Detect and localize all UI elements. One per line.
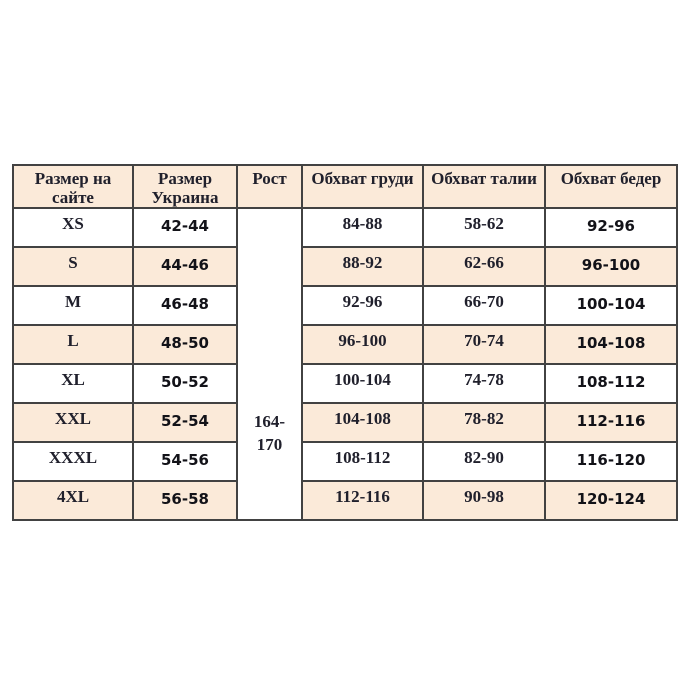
chest-cell: 100-104 — [302, 364, 423, 403]
header-size-ukraine: Размер Украина — [133, 165, 237, 208]
hips-cell: 104-108 — [545, 325, 677, 364]
table-row-xxl — [13, 403, 677, 442]
size-chart-container — [12, 164, 678, 521]
header-chest: Обхват груди — [302, 165, 423, 208]
waist-cell: 58-62 — [423, 208, 545, 247]
chest-cell: 96-100 — [302, 325, 423, 364]
waist-cell: 90-98 — [423, 481, 545, 520]
height-value — [238, 411, 301, 457]
header-height: Рост — [237, 165, 302, 208]
table-row-l — [13, 325, 677, 364]
size-site-cell: S — [13, 247, 133, 286]
size-site-cell: L — [13, 325, 133, 364]
hips-cell: 96-100 — [545, 247, 677, 286]
chest-cell: 92-96 — [302, 286, 423, 325]
height-value-line1: 164- — [253, 411, 286, 431]
waist-cell: 82-90 — [423, 442, 545, 481]
size-ukraine-cell: 44-46 — [133, 247, 237, 286]
waist-cell: 74-78 — [423, 364, 545, 403]
hips-cell: 120-124 — [545, 481, 677, 520]
header-size-site: Размер на сайте — [13, 165, 133, 208]
chest-cell: 84-88 — [302, 208, 423, 247]
size-ukraine-cell: 52-54 — [133, 403, 237, 442]
header-waist: Обхват талии — [423, 165, 545, 208]
chest-cell: 112-116 — [302, 481, 423, 520]
height-cell — [237, 208, 302, 520]
waist-cell: 70-74 — [423, 325, 545, 364]
table-row-xxxl — [13, 442, 677, 481]
size-site-cell: 4XL — [13, 481, 133, 520]
size-ukraine-cell: 54-56 — [133, 442, 237, 481]
size-chart-table — [12, 164, 678, 521]
table-row-4xl — [13, 481, 677, 520]
chest-cell: 88-92 — [302, 247, 423, 286]
size-site-cell: XL — [13, 364, 133, 403]
hips-cell: 108-112 — [545, 364, 677, 403]
chest-cell: 108-112 — [302, 442, 423, 481]
header-hips: Обхват бедер — [545, 165, 677, 208]
size-ukraine-cell: 56-58 — [133, 481, 237, 520]
waist-cell: 66-70 — [423, 286, 545, 325]
hips-cell: 116-120 — [545, 442, 677, 481]
chest-cell: 104-108 — [302, 403, 423, 442]
height-value-line2: 170 — [256, 434, 283, 454]
hips-cell: 100-104 — [545, 286, 677, 325]
size-site-cell: XXXL — [13, 442, 133, 481]
size-site-cell: XXL — [13, 403, 133, 442]
size-ukraine-cell: 42-44 — [133, 208, 237, 247]
size-site-cell: XS — [13, 208, 133, 247]
table-row-xs — [13, 208, 677, 247]
waist-cell: 62-66 — [423, 247, 545, 286]
table-row-m — [13, 286, 677, 325]
hips-cell: 112-116 — [545, 403, 677, 442]
size-ukraine-cell: 46-48 — [133, 286, 237, 325]
hips-cell: 92-96 — [545, 208, 677, 247]
table-row-xl — [13, 364, 677, 403]
size-ukraine-cell: 50-52 — [133, 364, 237, 403]
size-site-cell: M — [13, 286, 133, 325]
table-row-s — [13, 247, 677, 286]
header-row — [13, 165, 677, 208]
size-ukraine-cell: 48-50 — [133, 325, 237, 364]
waist-cell: 78-82 — [423, 403, 545, 442]
